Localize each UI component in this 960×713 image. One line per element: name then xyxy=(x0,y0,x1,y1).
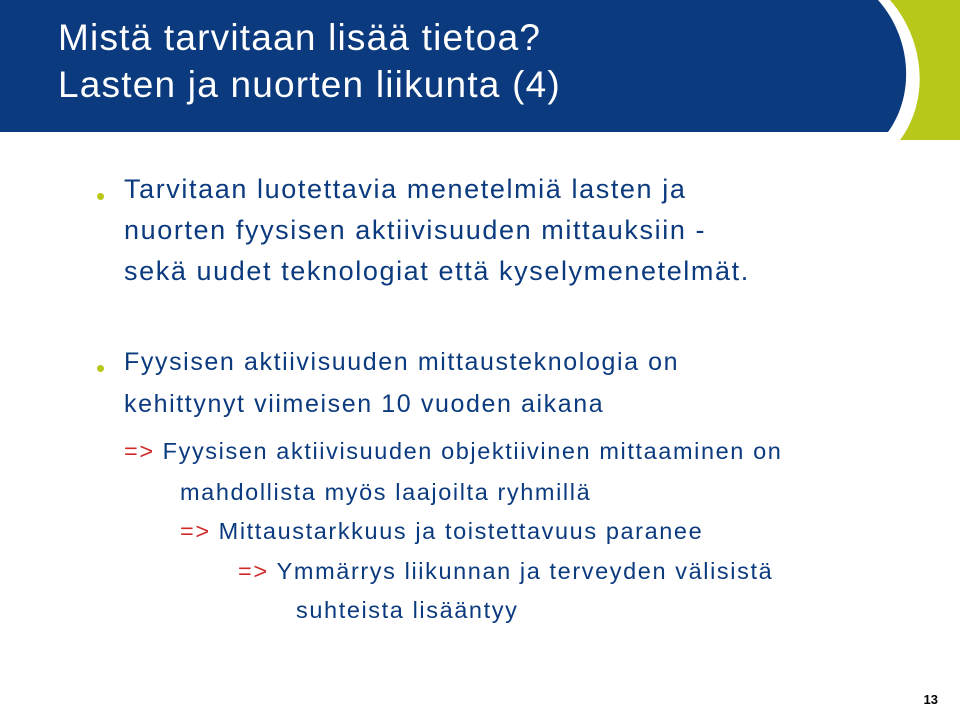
title-line-1: Mistä tarvitaan lisää tietoa? xyxy=(58,17,542,58)
bullet-2-line-1: Fyysisen aktiivisuuden mittausteknologia on xyxy=(124,348,680,376)
bullet-1-marker: • xyxy=(96,181,107,211)
consequence-1-line-1 xyxy=(124,436,782,466)
bullet-1-line-2: nuorten fyysisen aktiivisuuden mittauksiin - xyxy=(124,215,707,245)
bullet-2-marker: • xyxy=(96,353,107,383)
consequence-2-arrow: => xyxy=(180,518,211,544)
bullet-2-line-2: kehittynyt viimeisen 10 vuoden aikana xyxy=(124,390,605,418)
consequence-2-text: Mittaustarkkuus ja toistettavuus paranee xyxy=(218,518,704,544)
page-number: 13 xyxy=(923,692,938,707)
bullet-1-line-3: sekä uudet teknologiat että kyselymenetelmät. xyxy=(124,256,750,286)
consequence-3-line-2: suhteista lisääntyy xyxy=(296,597,519,623)
consequence-2-line-1 xyxy=(180,516,703,546)
consequence-1-arrow: => xyxy=(124,438,155,464)
consequence-1-text: Fyysisen aktiivisuuden objektiivinen mittaaminen on xyxy=(162,438,783,464)
bullet-1-line-1: Tarvitaan luotettavia menetelmiä lasten ja xyxy=(124,174,687,204)
title-line-2: Lasten ja nuorten liikunta (4) xyxy=(58,64,561,105)
consequence-1-line-2: mahdollista myös laajoilta ryhmillä xyxy=(180,479,592,505)
consequence-3-arrow: => xyxy=(238,558,269,584)
consequence-3-text: Ymmärrys liikunnan ja terveyden välisistä xyxy=(276,558,774,584)
consequence-3-line-1 xyxy=(238,556,773,586)
